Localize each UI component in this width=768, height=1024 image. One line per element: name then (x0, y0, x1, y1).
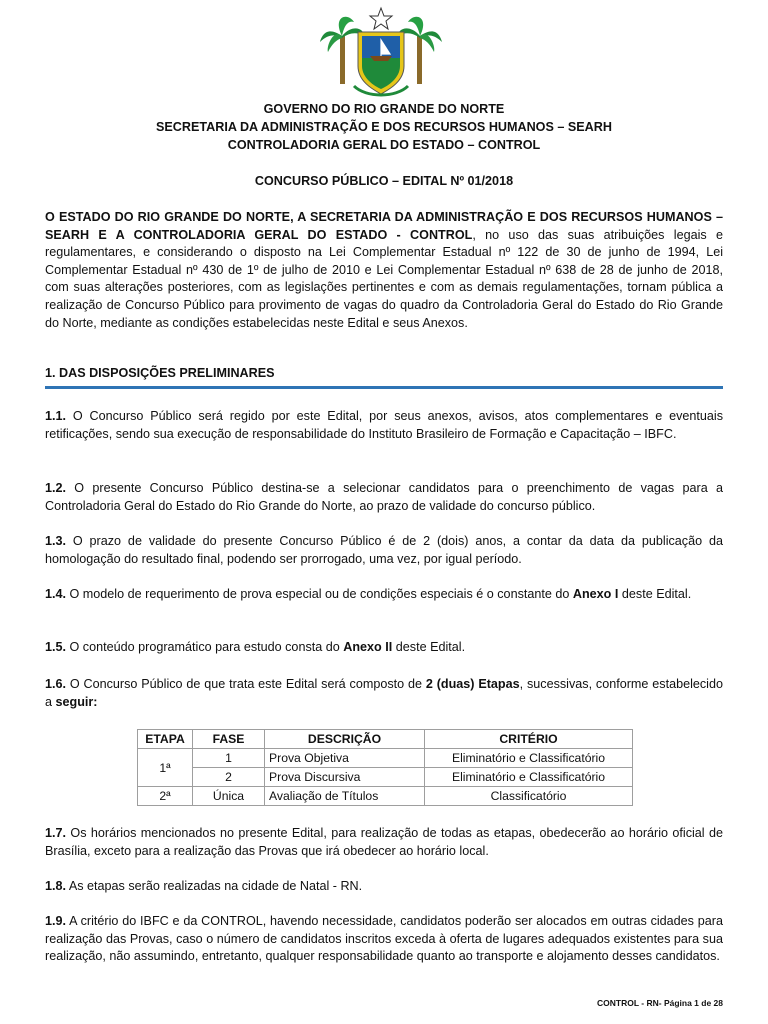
cell-descricao: Prova Objetiva (265, 749, 425, 768)
preamble-bold: O ESTADO DO RIO GRANDE DO NORTE, A SECRETARIA DA ADMINISTRAÇÃO E DOS RECURSOS HUMANOS – SEARH E A CONTROLADORIA GERAL DO ESTADO - CONTROL (45, 210, 723, 242)
item-number: 1.7. (45, 826, 67, 840)
item-number: 1.3. (45, 534, 67, 548)
item-text: Os horários mencionados no presente Edital, para realização de todas as etapas, obedecerão ao horário oficial de Brasília, exceto para a realização das Provas que irá obedecer ao horário local. (45, 826, 723, 858)
item-number: 1.8. (45, 879, 67, 893)
item-1-6: 1.6. O Concurso Público de que trata este Edital será composto de 2 (duas) Etapas, sucessivas, conforme estabelecido a seguir: (45, 677, 723, 709)
item-1-3 (45, 533, 723, 568)
cell-fase: 2 (193, 768, 265, 787)
cell-criterio: Classificatório (425, 787, 633, 806)
edital-title: CONCURSO PÚBLICO – EDITAL Nº 01/2018 (254, 174, 514, 188)
item-text: As etapas serão realizadas na cidade de Natal - RN. (66, 879, 363, 893)
col-fase: FASE (193, 730, 265, 749)
cell-descricao: Prova Discursiva (265, 768, 425, 787)
coat-of-arms-logo (318, 6, 444, 98)
section-1-title: 1. DAS DISPOSIÇÕES PRELIMINARES (45, 366, 275, 380)
item-number: 1.2. (45, 481, 67, 495)
col-criterio: CRITÉRIO (425, 730, 633, 749)
preamble-text: , no uso das suas atribuições legais e regulamentares, e considerando o disposto na Lei Complementar Estadual nº 122 de 30 de junho de 1994, Lei Complementar Estadual nº 430 de 1º de julho de 2010 e Lei Complementar Estadual nº 638 de 28 de junho de 2018, com suas alterações posteriores, com as legislações pertinentes e com as demais regulamentações, tornam pública a realização de Concurso Público para provimento de vagas do quadro da Controladoria Geral do Estado do Rio Grande do Norte, mediante as condições estabelecidas neste Edital e seus Anexos. (45, 227, 723, 330)
annex-2-reference: Anexo II (343, 640, 393, 654)
item-number: 1.4. (45, 587, 67, 601)
shield-icon (358, 32, 404, 94)
page-footer: CONTROL - RN- Página 1 de 28 (597, 998, 723, 1008)
item-text: O Concurso Público será regido por este Edital, por seus anexos, avisos, atos complementares e eventuais retificações, sendo sua execução de responsabilidade do Instituto Brasileiro de Formação e Capacitação – IBFC. (45, 409, 723, 441)
header-government: GOVERNO DO RIO GRANDE DO NORTE (263, 102, 505, 116)
item-number: 1.5. (45, 640, 67, 654)
item-1-9 (45, 913, 723, 966)
palm-tree-right-icon (398, 17, 442, 84)
item-1-2 (45, 480, 723, 515)
table-row (138, 749, 633, 768)
item-1-1 (45, 408, 723, 443)
item-1-7 (45, 825, 723, 860)
item-1-5: 1.5. O conteúdo programático para estudo consta do Anexo II deste Edital. (45, 640, 466, 654)
table-row (138, 787, 633, 806)
star-icon (370, 8, 392, 29)
cell-descricao: Avaliação de Títulos (265, 787, 425, 806)
palm-tree-left-icon (320, 17, 364, 84)
cell-fase: 1 (193, 749, 265, 768)
preamble-paragraph (45, 209, 723, 332)
item-number: 1.1. (45, 409, 67, 423)
table-header-row (138, 730, 633, 749)
header-controladoria: CONTROLADORIA GERAL DO ESTADO – CONTROL (227, 138, 541, 152)
annex-1-reference: Anexo I (572, 587, 619, 601)
cell-etapa: 2ª (138, 787, 193, 806)
item-number: 1.9. (45, 914, 67, 928)
item-text: A critério do IBFC e da CONTROL, havendo necessidade, candidatos poderão ser alocados em outras cidades para realização das Provas, caso o número de candidatos inscritos exceda à oferta de lugares adequados existentes para sua realização, não assumindo, entretanto, qualquer responsabilidade quanto ao transporte e alojamento desses candidatos. (45, 914, 723, 964)
cell-criterio: Eliminatório e Classificatório (425, 749, 633, 768)
item-text: O presente Concurso Público destina-se a selecionar candidatos para o preenchimento de vagas para a Controladoria Geral do Estado do Rio Grande do Norte, ao prazo de validade do concurso público. (45, 481, 723, 513)
stages-table (137, 729, 633, 806)
section-divider (45, 386, 723, 389)
col-etapa: ETAPA (138, 730, 193, 749)
cell-etapa: 1ª (138, 749, 193, 787)
header-secretaria: SECRETARIA DA ADMINISTRAÇÃO E DOS RECURSOS HUMANOS – SEARH (156, 120, 612, 134)
item-number: 1.6. (45, 677, 67, 691)
col-descricao: DESCRIÇÃO (265, 730, 425, 749)
item-1-8 (45, 878, 723, 896)
item-text: O prazo de validade do presente Concurso Público é de 2 (dois) anos, a contar da data da publicação da homologação do resultado final, podendo ser prorrogado, uma vez, por igual período. (45, 534, 723, 566)
item-1-4: 1.4. O modelo de requerimento de prova especial ou de condições especiais é o constante do Anexo I deste Edital. (45, 587, 692, 601)
table-row (138, 768, 633, 787)
cell-criterio: Eliminatório e Classificatório (425, 768, 633, 787)
cell-fase: Única (193, 787, 265, 806)
